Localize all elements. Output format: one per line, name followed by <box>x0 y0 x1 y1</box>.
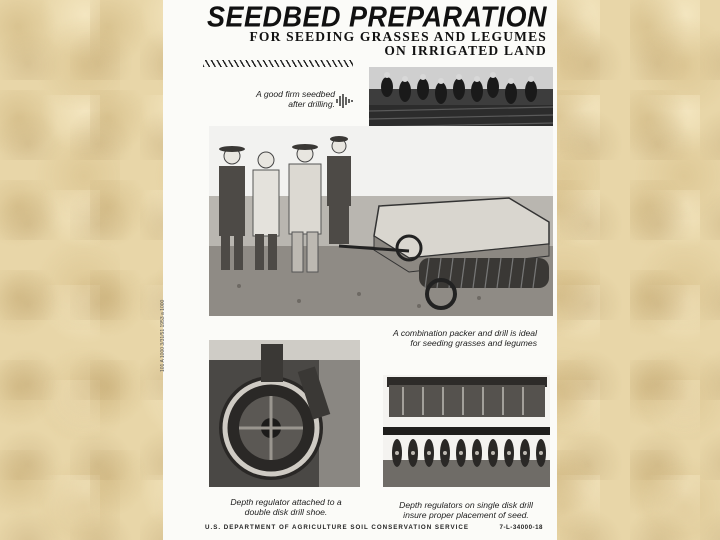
poster-page <box>160 0 557 540</box>
caption-packer-drill-line2: for seeding grasses and legumes <box>410 338 537 348</box>
caption-single-disk <box>377 500 555 520</box>
hatched-rule <box>203 60 353 67</box>
double-disk-photo <box>209 340 360 487</box>
caption-single-disk-line2: insure proper placement of seed. <box>403 510 529 520</box>
caption-double-disk-line1: Depth regulator attached to a <box>230 497 342 507</box>
packer-drill-photo <box>209 126 553 316</box>
caption-seedbed <box>223 89 335 109</box>
caption-single-disk-line1: Depth regulators on single disk drill <box>399 500 533 510</box>
poster-subtitle-line1: FOR SEEDING GRASSES AND LEGUMES <box>249 29 547 44</box>
caption-double-disk-line2: double disk drill shoe. <box>244 507 328 517</box>
sound-wave-icon <box>335 93 357 109</box>
footer-code: 7-L-34000-18 <box>499 524 543 531</box>
caption-seedbed-line1: A good firm seedbed <box>256 89 335 99</box>
single-disk-drill-photo <box>383 375 550 487</box>
poster-subtitle-line2: ON IRRIGATED LAND <box>384 43 547 58</box>
caption-packer-drill-line1: A combination packer and drill is ideal <box>393 328 537 338</box>
caption-double-disk <box>203 497 369 517</box>
caption-seedbed-line2: after drilling. <box>288 99 335 109</box>
vertical-code: 101 A 1000 3/31/51 1953 a 1000 <box>160 299 166 372</box>
poster-title: SEEDBED PREPARATION <box>207 1 548 33</box>
footer-agency: U.S. DEPARTMENT OF AGRICULTURE SOIL CONSERVATION SERVICE <box>205 524 469 531</box>
